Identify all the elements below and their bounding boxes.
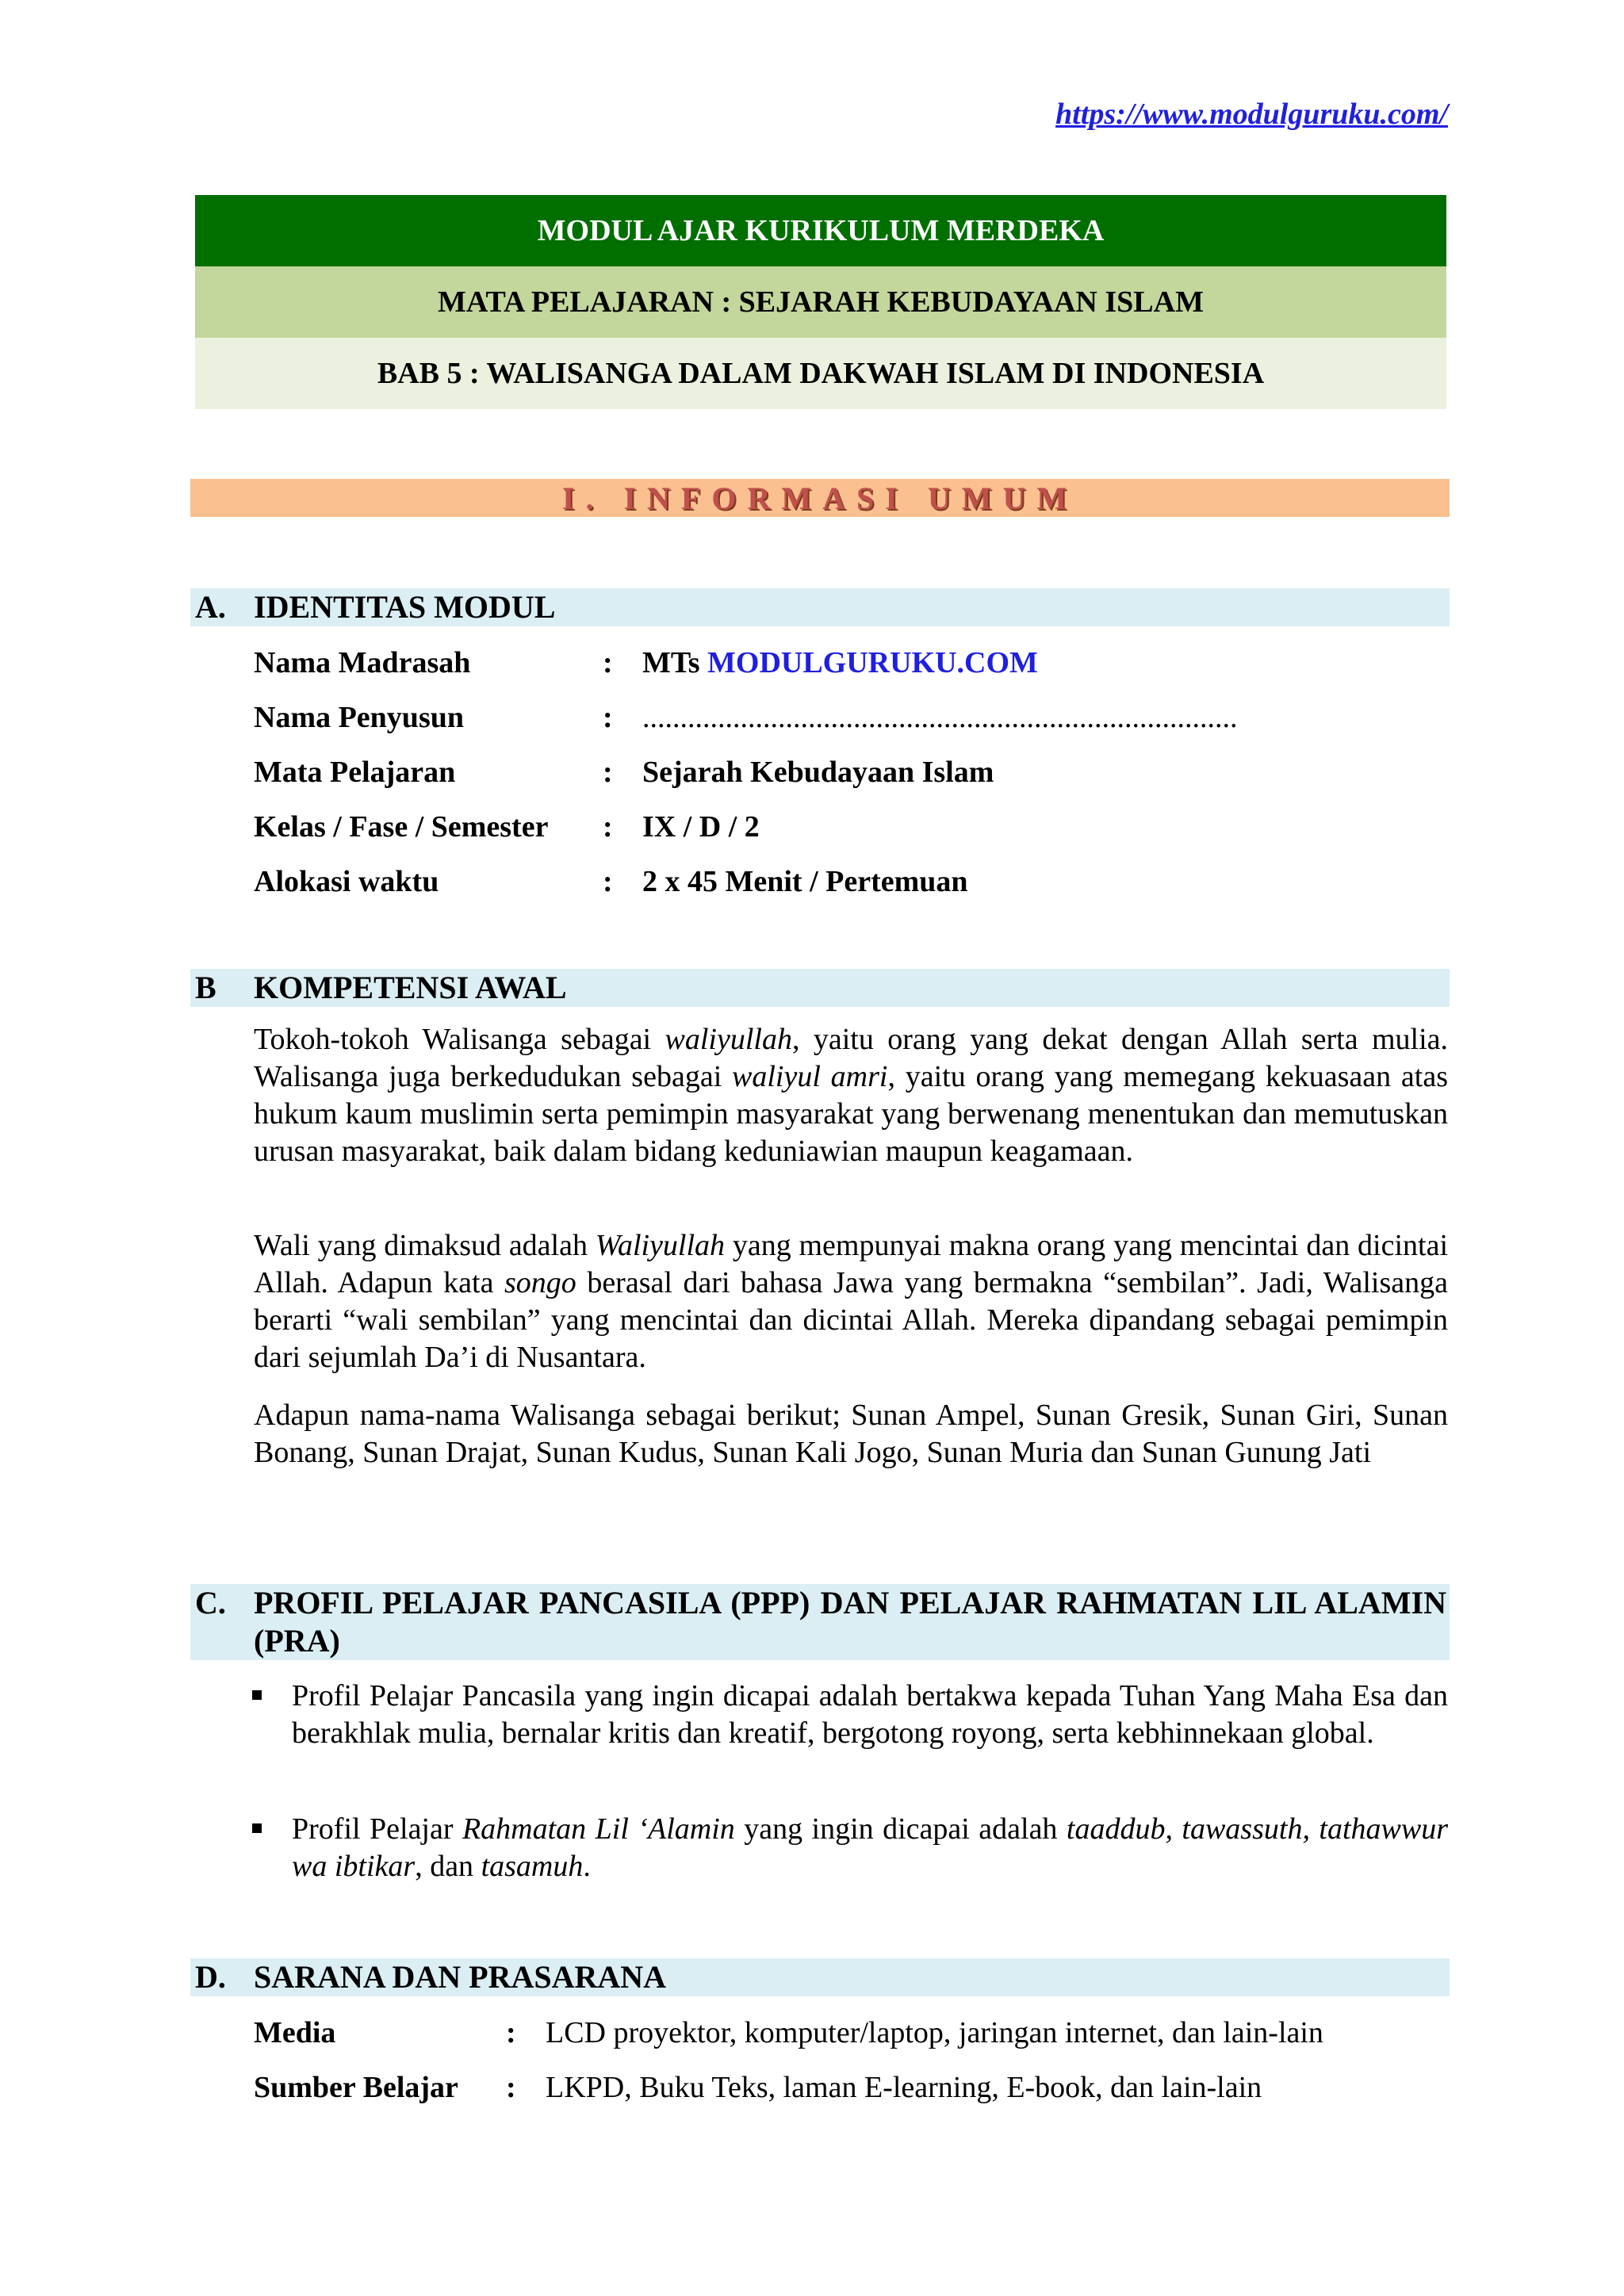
identity-label: Alokasi waktu bbox=[254, 865, 439, 898]
subheading-kompetensi-awal bbox=[190, 969, 1450, 1007]
sarana-colon: : bbox=[506, 2071, 516, 2104]
text-run: . bbox=[583, 1850, 591, 1883]
sarana-value: LKPD, Buku Teks, laman E-learning, E-book, dan lain-lain bbox=[546, 2071, 1262, 2104]
paragraph-kompetensi-3: Adapun nama-nama Walisanga sebagai berikut; Sunan Ampel, Sunan Gresik, Sunan Giri, Sunan Bonang, Sunan Drajat, Sunan Kudus, Sunan Kali Jogo, Sunan Muria dan Sunan Gunung Jati bbox=[254, 1399, 1448, 1469]
identity-value: ............................................................................... bbox=[642, 701, 1238, 734]
italic-term: songo bbox=[504, 1266, 576, 1299]
list-item-text bbox=[292, 1811, 1448, 1885]
identity-value: IX / D / 2 bbox=[642, 810, 760, 844]
text-run: Profil Pelajar bbox=[292, 1812, 462, 1846]
sarana-colon: : bbox=[506, 2016, 516, 2049]
bullet-square-icon bbox=[252, 1823, 262, 1833]
subheading-title: IDENTITAS MODUL bbox=[254, 589, 556, 625]
identity-value: Sejarah Kebudayaan Islam bbox=[642, 756, 994, 789]
subheading-profil-pelajar bbox=[190, 1584, 1450, 1660]
chapter-title: BAB 5 : WALISANGA DALAM DAKWAH ISLAM DI INDONESIA bbox=[195, 338, 1446, 409]
italic-term: tasamuh bbox=[481, 1850, 584, 1883]
text-run: Tokoh-tokoh Walisanga sebagai bbox=[254, 1023, 665, 1056]
text-run: berasal dari bahasa Jawa yang bermakna “sembilan”. Jadi, Walisanga berarti “wali sembilan” yang mencintai dan dicintai Allah. Mereka dipandang sebagai pemimpin dari sejumlah Da’i di Nusantara. bbox=[254, 1266, 1448, 1374]
sarana-label: Sumber Belajar bbox=[254, 2071, 458, 2104]
italic-term: Waliyullah bbox=[595, 1229, 726, 1262]
italic-term: waliyul amri bbox=[732, 1060, 888, 1093]
sarana-label: Media bbox=[254, 2016, 336, 2049]
text-run: , dan bbox=[415, 1850, 481, 1883]
subject-title: MATA PELAJARAN : SEJARAH KEBUDAYAAN ISLAM bbox=[195, 266, 1446, 338]
subheading-letter: A. bbox=[195, 589, 226, 625]
paragraph-kompetensi-1 bbox=[254, 1021, 1448, 1170]
bullet-square-icon bbox=[252, 1690, 262, 1700]
identity-label: Mata Pelajaran bbox=[254, 756, 456, 789]
identity-colon: : bbox=[603, 646, 613, 679]
list-item-ppp bbox=[252, 1678, 1448, 1752]
identity-colon: : bbox=[603, 865, 613, 898]
identity-label: Nama Penyusun bbox=[254, 701, 464, 734]
identity-value-prefix: MTs bbox=[642, 646, 708, 679]
italic-term: waliyullah bbox=[665, 1023, 792, 1056]
subheading-letter: B bbox=[195, 970, 216, 1005]
identity-value bbox=[642, 644, 1038, 682]
identity-label: Kelas / Fase / Semester bbox=[254, 810, 549, 844]
text-run: , yaitu orang yang memegang kekuasaan atas hukum kaum muslimin serta pemimpin masyarakat yang berwenang menentukan dan memutuskan urusan masyarakat, baik dalam bidang keduniawian maupun keagamaan. bbox=[254, 1060, 1448, 1168]
subheading-letter: C. bbox=[195, 1585, 226, 1621]
website-link[interactable]: https://www.modulguruku.com/ bbox=[1055, 98, 1448, 131]
list-item-text: Profil Pelajar Pancasila yang ingin dicapai adalah bertakwa kepada Tuhan Yang Maha Esa dan berakhlak mulia, bernalar kritis dan kreatif, bergotong royong, serta kebhinnekaan global. bbox=[292, 1679, 1448, 1750]
text-run: , yaitu orang yang dekat dengan Allah serta mulia. Walisanga juga berkedudukan sebagai bbox=[254, 1023, 1448, 1093]
madrasah-link[interactable]: MODULGURUKU.COM bbox=[707, 646, 1038, 679]
subheading-identitas-modul bbox=[190, 588, 1450, 626]
identity-colon: : bbox=[603, 810, 613, 844]
text-run: Wali yang dimaksud adalah bbox=[254, 1229, 596, 1262]
sarana-value: LCD proyektor, komputer/laptop, jaringan internet, dan lain-lain bbox=[546, 2016, 1323, 2049]
subheading-title: PROFIL PELAJAR PANCASILA (PPP) DAN PELAJAR RAHMATAN LIL ALAMIN (PRA) bbox=[254, 1585, 1446, 1659]
text-run: yang ingin dicapai adalah bbox=[734, 1812, 1067, 1846]
paragraph-kompetensi-2 bbox=[254, 1227, 1448, 1376]
subheading-sarana-prasarana bbox=[190, 1958, 1450, 1996]
subheading-title: KOMPETENSI AWAL bbox=[254, 970, 567, 1005]
module-title: MODUL AJAR KURIKULUM MERDEKA bbox=[195, 195, 1446, 266]
list-item-pra bbox=[252, 1811, 1448, 1885]
subheading-letter: D. bbox=[195, 1959, 226, 1995]
section-heading-informasi-umum: I. INFORMASI UMUM bbox=[190, 479, 1450, 517]
identity-label: Nama Madrasah bbox=[254, 646, 471, 679]
text-run: yang mempunyai makna orang yang mencintai dan dicintai Allah. Adapun kata bbox=[254, 1229, 1448, 1299]
identity-colon: : bbox=[603, 701, 613, 734]
italic-term: Rahmatan Lil ‘Alamin bbox=[462, 1812, 735, 1846]
identity-value: 2 x 45 Menit / Pertemuan bbox=[642, 865, 968, 898]
subheading-title: SARANA DAN PRASARANA bbox=[254, 1959, 667, 1995]
italic-term: taaddub, tawassuth, tathawwur wa ibtikar bbox=[292, 1812, 1448, 1883]
identity-colon: : bbox=[603, 756, 613, 789]
